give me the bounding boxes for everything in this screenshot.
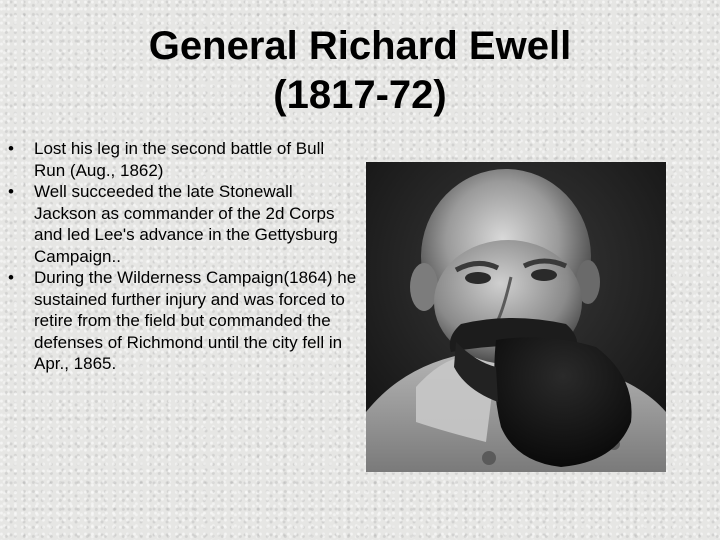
bullet-list: [8, 138, 358, 375]
bullet-text: Well succeeded the late Stonewall Jackson as commander of the 2d Corps and led Lee's advance in the Gettysburg Campaign..: [34, 182, 338, 266]
title-years-line: [0, 70, 720, 120]
bullet-text: During the Wilderness Campaign(1864) he sustained further injury and was forced to retire from the field but commanded the defenses of Richmond until the city fell in Apr., 1865.: [34, 268, 357, 373]
bullet-icon: •: [8, 182, 14, 201]
slide-title: [0, 22, 720, 120]
bullet-item: [8, 267, 358, 375]
bullet-item: [8, 138, 358, 181]
bullet-icon: •: [8, 139, 14, 158]
title-open-paren: (: [273, 73, 287, 117]
bullet-icon: •: [8, 268, 14, 287]
portrait-illustration: [366, 162, 666, 472]
bullet-text: Lost his leg in the second battle of Bull Run (Aug., 1862): [34, 139, 325, 180]
title-years: 1817-72): [286, 73, 447, 117]
title-name: General Richard Ewell: [148, 24, 572, 68]
portrait-photo: [366, 162, 666, 472]
bullet-item: [8, 181, 358, 267]
